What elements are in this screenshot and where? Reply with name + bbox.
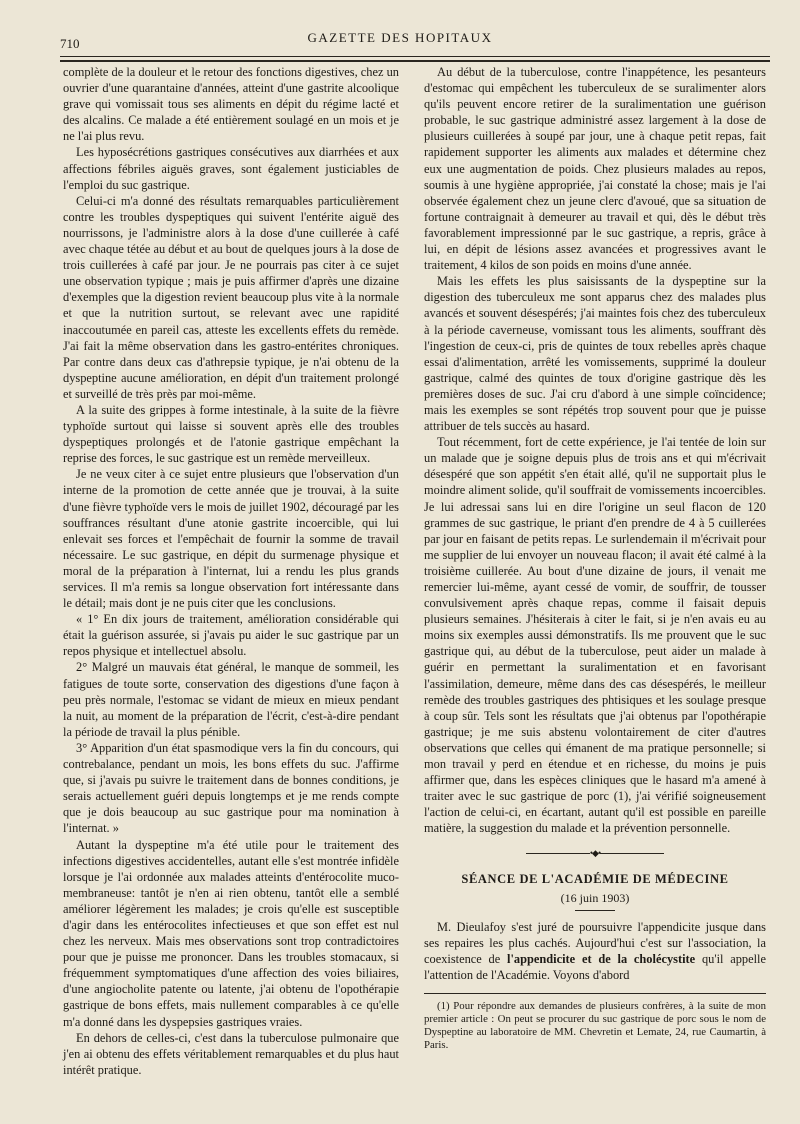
paragraph: En dehors de celles-ci, c'est dans la tuberculose pulmonaire que j'en ai obtenu des effets véritablement remarquables et du plus haut intérêt pratique. bbox=[63, 1030, 399, 1077]
right-column bbox=[424, 64, 766, 1052]
section-title: SÉANCE DE L'ACADÉMIE DE MÉDECINE bbox=[461, 871, 729, 886]
paragraph: complète de la douleur et le retour des fonctions digestives, chez un ouvrier d'une quarantaine d'années, atteint d'une gastrite alcoolique grave qui vomissait tous ses aliments en dépit du régime lacté et des alcalins. Ce malade a été entièrement soulagé en un mois et je ne l'ai plus revu. bbox=[63, 65, 399, 144]
paragraph: « 1° En dix jours de traitement, amélioration considérable qui était la guérison assurée, si j'avais pu aider le suc gastrique par un repos physique et intellectuel absolu. bbox=[63, 612, 399, 659]
lead-text: M. Dieulafoy s'est juré de poursuivre l'appendicite jusque dans ses repaires les plus cachés. Aujourd'hui c'est sur l'association, la coexistence de bbox=[424, 919, 766, 966]
lead-bold-text: l'appendicite et de la cholécystite bbox=[507, 951, 696, 966]
paragraph: Mais les effets les plus saisissants de la dyspeptine sur la digestion des tuberculeux me sont apparus chez des malades plus avancés et souvent désespérés; j'ai maintes fois chez des tuberculeux à la période caverneuse, vomissant tous les aliments, souffrant dès l'ingestion de ceux-ci, pris de quintes de toux rebelles après chaque essai d'alimentation, arrêté les vomissements, supprimé la douleur gastrique, calmé des quintes de toux d'origine gastrique dès les premières doses de suc. J'ai cru d'abord à une simple coïncidence; mais les exemples se sont répétés trop souvent pour que je puisse attribuer de tels succès au hasard. bbox=[424, 274, 766, 434]
footnote-rule bbox=[424, 993, 766, 994]
paragraph: Celui-ci m'a donné des résultats remarquables particulièrement contre les troubles dyspeptiques qui suivent l'entérite aiguë des nourrissons, je l'administre alors à la dose d'une cuillerée à café avec chaque tétée au début et au bout de quelques jours à la dose de trois cuillerées à café par jour. Je ne pourrais pas citer à ce sujet une observation typique ; mais je puis affirmer d'après une dizaine d'exemples que la digestion revient beaucoup plus vite à la normale et que la nutrition surtout, se relevant avec une rapidité inaccoutumée en pareil cas, atteste les excellents effets du remède. J'ai fait la même observation dans les gastro-entérites chroniques. Par contre dans deux cas d'athrepsie typique, je n'ai obtenu de la dyspeptine aucune amélioration, en dépit d'un traitement prolongé et surveillé de très près par moi-même. bbox=[63, 193, 399, 401]
lead-tail-text: qu'il appelle l'attention de l'Académie. Voyons d'abord bbox=[424, 951, 766, 983]
left-column bbox=[63, 64, 399, 1078]
paragraph: Au début de la tuberculose, contre l'inappétence, les pesanteurs d'estomac qui empêchent les tuberculeux de se suralimenter alors qu'ils peuvent encore retirer de la suralimentation une guérison probable, le suc gastrique administré assez largement à la dose de plusieurs cuillerées à soupé par jour, une à chaque petit repas, fait rapidement supporter les aliments aux malades et détermine chez eux une augmentation de poids. Chez plusieurs malades au repos, soumis à une hygiène appropriée, j'ai constaté la chose; mais je l'ai observée également chez un jeune clerc d'avoué, que sa situation de fortune contraignait à demeurer au travail et qui, dès le début très favorablement impressionné par le suc gastrique, a repris, grâce à lui, en dépit de lésions assez avancées et progressives avant le traitement, 4 kilos de son poids en moins d'une année. bbox=[424, 65, 766, 273]
journal-title: GAZETTE DES HOPITAUX bbox=[307, 30, 493, 45]
paragraph: Je ne veux citer à ce sujet entre plusieurs que l'observation d'un interne de la promotion de cette année que je trouvai, à la suite d'une fièvre typhoïde vers le mois de juillet 1902, découragé par les souffrances résultant d'une atonie gastrite incoercible, qui lui enlevait ses forces et l'empêchait de fournir la somme de travail nécessaire. Le suc gastrique, en dépit du surmenage physique et moral de la préparation à l'internat, lui a rendu les plus grands services. Il m'a remis sa longue observation fort intéressante dans le détail; mais dont je ne puis citer que les conclusions. bbox=[63, 467, 399, 611]
section-date: (16 juin 1903) bbox=[560, 890, 630, 905]
paragraph: A la suite des grippes à forme intestinale, à la suite de la fièvre typhoïde surtout qui laisse si souvent après elle des troubles dyspeptiques prolongés et de l'atonie gastrique empêchant la reprise des forces, le suc gastrique est un remède merveilleux. bbox=[63, 402, 399, 466]
header-rule-thin bbox=[60, 56, 770, 57]
page-number: 710 bbox=[60, 36, 80, 51]
header-rule-thick bbox=[60, 60, 770, 62]
paragraph: Tout récemment, fort de cette expérience, je l'ai tentée de loin sur un malade que je soigne depuis plus de trois ans et qui m'écrivait désespéré que son appétit s'en était allé, qu'il ne supportait plus le moindre aliment solide, qu'il souffrait de vomissements incoercibles. Je lui adressai sans lui en dire l'origine un seul flacon de 120 grammes de suc gastrique, le priant d'en prendre de 4 à 5 cuillerées par jour en faisant de petits repas. Le surlendemain il m'écrivait pour me supplier de lui envoyer un nouveau flacon; il avait été calmé à la troisième cuillerée. Au bout d'une dizaine de jours, il venait me remercier lui-même, ayant cessé de vomir, de souffrir, de tousser convulsivement après chaque repas, comme il faisait depuis plusieurs semaines. J'hésiterais à citer le fait, si je n'en avais eu au moins six exemples aussi démonstratifs. Ils me prouvent que le suc gastrique qui, au début de la tuberculose, peut aider un malade à guérir en permettant la suralimentation et en favorisant l'assimilation, demeure, même dans des cas désespérés, le meilleur remède des troubles gastriques des phtisiques et les soulage presque à coup sûr. Tels sont les résultats que j'ai obtenus par l'opothérapie gastrique; je me suis abstenu volontairement de citer d'autres observations que celles qui émanent de ma pratique personnelle; si mon travail y perd en étendue et en richesse, du moins je puis affirmer que, dans les espèces cliniques que le hasard m'a amené à traiter avec le suc gastrique de porc (1), j'ai vérifié soigneusement l'action de celui-ci, en écartant, autant qu'il est possible en pareille matière, la suggestion du malade et la prévention personnelle. bbox=[424, 435, 766, 836]
paragraph: Les hyposécrétions gastriques consécutives aux diarrhées et aux affections fébriles aiguës graves, sont également justiciables de l'emploi du suc gastrique. bbox=[63, 145, 399, 192]
section-lead-paragraph bbox=[424, 919, 766, 983]
paragraph: 2° Malgré un mauvais état général, le manque de sommeil, les fatigues de toute sorte, conservation des digestions d'une façon à peu près normale, l'estomac se vidant de mieux en mieux pendant la nuit, au moment de la préparation de l'écrit, c'est-à-dire pendant la période de travail la plus pénible. bbox=[63, 660, 399, 739]
footnote: (1) Pour répondre aux demandes de plusieurs confrères, à la suite de mon premier article : On peut se procurer du suc gastrique de porc sous le nom de Dyspeptine au laboratoire de MM. Chevretin et Lemate, 24, rue Caumartin, à Paris. bbox=[424, 1000, 766, 1052]
paragraph: Autant la dyspeptine m'a été utile pour le traitement des infections digestives accidentelles, autant elle s'est montrée infidèle lorsque je l'ai ordonnée aux malades atteints d'entérocolite muco-membraneuse: tantôt je n'en ai rien obtenu, tantôt elle a semblé améliorer légèrement les malades; je crois qu'elle est susceptible d'agir dans les entérocolites infectieuses et que son effet est nul chez les nerveux. Mais mes observations sont trop contradictoires pour que je puisse me prononcer. Dans les troubles stomacaux, si fréquemment symptomatiques d'une affection des voies biliaires, d'une angiocholite patente ou latente, j'ai obtenu de l'opothérapie gastrique de bons effets, mais nullement comparables à ce qu'elle m'a donné dans les dyspepsies gastriques vraies. bbox=[63, 837, 399, 1029]
section-rule bbox=[575, 910, 615, 911]
section-separator: •◆• bbox=[424, 845, 766, 861]
paragraph: 3° Apparition d'un état spasmodique vers la fin du concours, qui contrebalance, pendant un mois, les bons effets du suc. J'affirme que, si j'avais pu suivre le traitement dans de bonnes conditions, je serais actuellement guéri depuis longtemps et je me rends compte que je dois beaucoup au suc gastrique pour ma nomination à l'internat. » bbox=[63, 740, 399, 836]
